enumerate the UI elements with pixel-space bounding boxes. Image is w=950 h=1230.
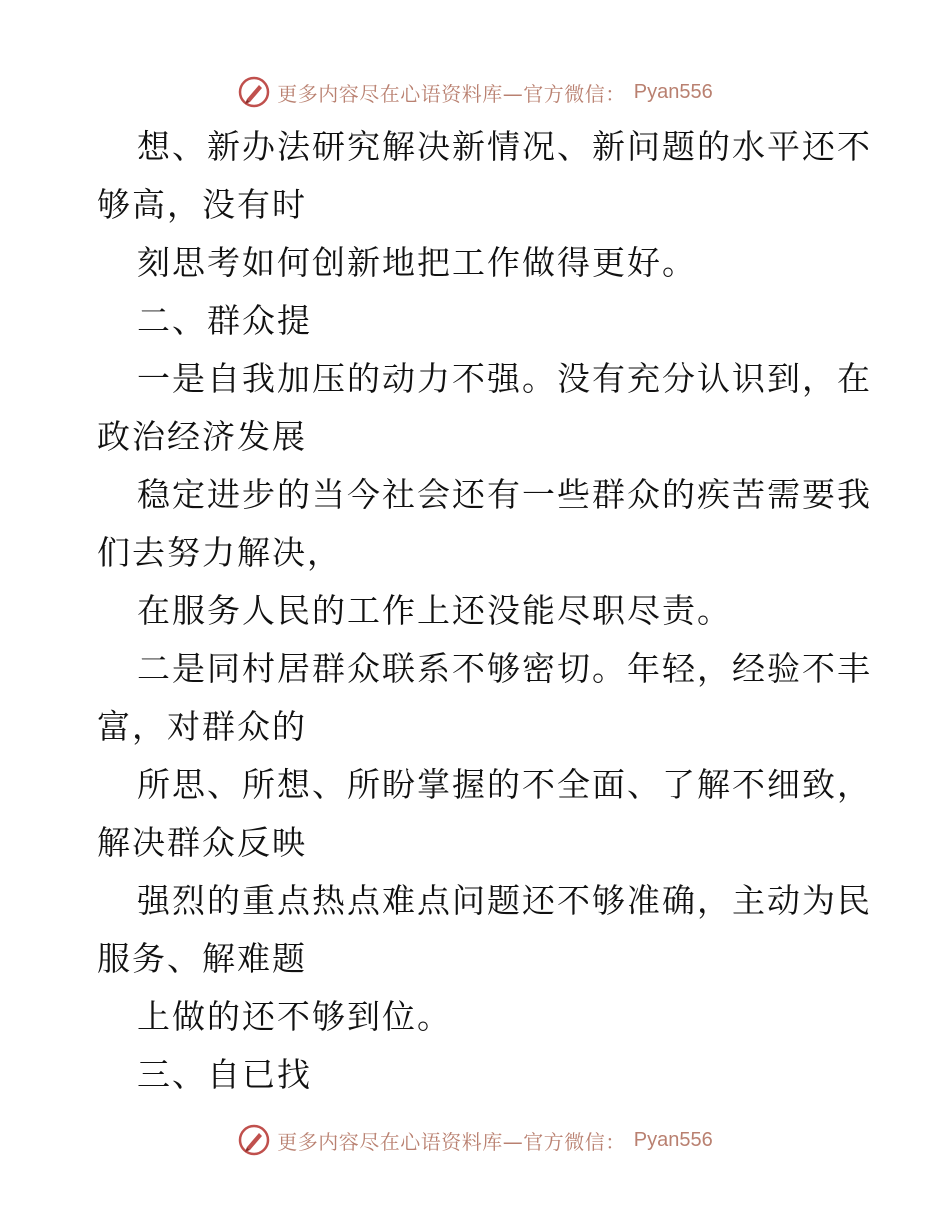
pen-logo-icon [237, 75, 271, 109]
footer-banner [0, 1120, 950, 1160]
header-banner [0, 72, 950, 112]
text-line: 三、自已找 [137, 1055, 312, 1094]
footer-banner-text: 更多内容尽在心语资料库—官方微信： [277, 1129, 626, 1154]
pen-logo-icon [237, 1123, 271, 1157]
header-wechat-id: Pyan556 [633, 80, 713, 103]
text-line: 解决群众反映 [97, 823, 307, 862]
text-line: 一是自我加压的动力不强。没有充分认识到，在 [137, 359, 872, 398]
text-line: 政治经济发展 [97, 417, 307, 456]
text-line: 够高，没有时 [97, 185, 307, 224]
text-line: 富，对群众的 [97, 707, 307, 746]
text-line: 强烈的重点热点难点问题还不够准确，主动为民 [137, 881, 872, 920]
text-line: 上做的还不够到位。 [137, 997, 452, 1036]
header-banner-text: 更多内容尽在心语资料库—官方微信： [277, 81, 626, 106]
text-line: 服务、解难题 [97, 939, 307, 978]
text-line: 刻思考如何创新地把工作做得更好。 [137, 243, 697, 282]
text-line: 二、群众提 [137, 301, 312, 340]
text-line: 想、新办法研究解决新情况、新问题的水平还不 [137, 127, 872, 166]
text-line: 稳定进步的当今社会还有一些群众的疾苦需要我 [137, 475, 872, 514]
text-line: 二是同村居群众联系不够密切。年轻，经验不丰 [137, 649, 872, 688]
footer-wechat-id: Pyan556 [633, 1128, 713, 1151]
text-line: 在服务人民的工作上还没能尽职尽责。 [137, 591, 732, 630]
document-body [97, 118, 872, 1104]
text-line: 所思、所想、所盼掌握的不全面、了解不细致， [137, 765, 872, 804]
text-line: 们去努力解决， [97, 533, 342, 572]
